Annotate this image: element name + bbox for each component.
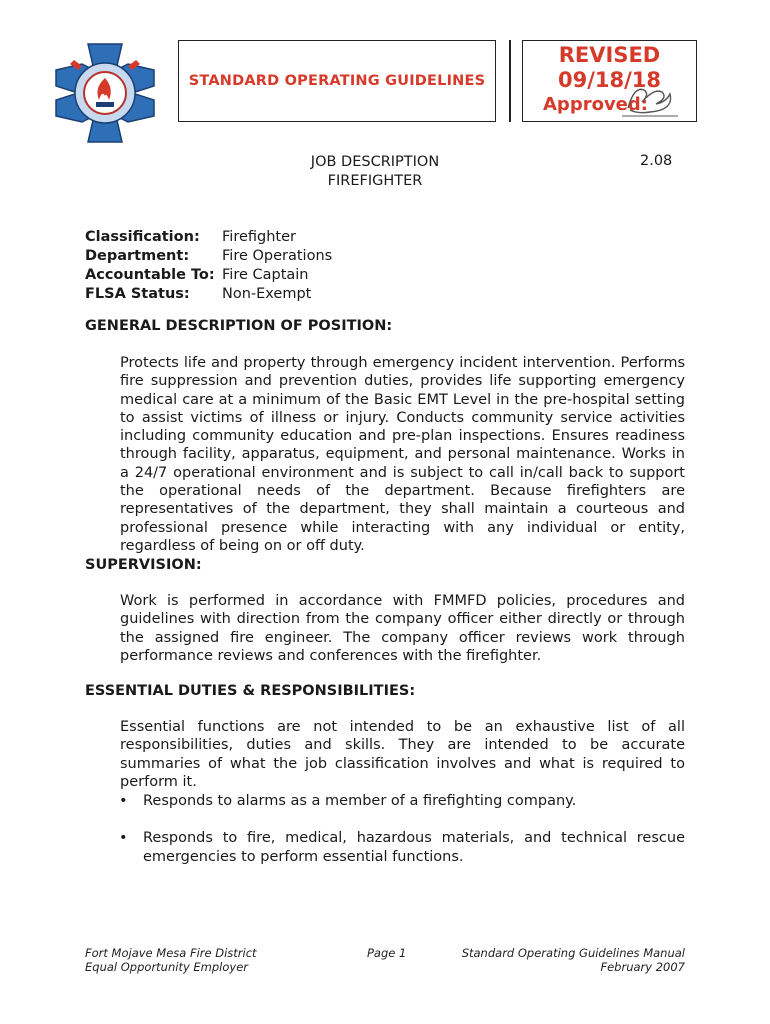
header-divider xyxy=(509,40,511,122)
essential-duties-heading: ESSENTIAL DUTIES & RESPONSIBILITIES: xyxy=(85,683,416,699)
essential-duties-intro: Essential functions are not intended to be an exhaustive list of all responsibilities, duties and skills. They are intended to be accurate summaries of what the job classification involves and what is required to perform it. xyxy=(120,719,685,790)
row-value: Fire Captain xyxy=(222,267,309,283)
document-title xyxy=(230,153,520,191)
title-line-1: JOB DESCRIPTION xyxy=(310,154,440,170)
footer-date: February 2007 xyxy=(600,960,685,974)
general-description-heading: GENERAL DESCRIPTION OF POSITION: xyxy=(85,318,393,334)
sog-header-box xyxy=(178,40,496,122)
general-description-text: Protects life and property through emergency incident intervention. Performs fire suppression and prevention duties, provides life supporting emergency medical care at a minimum of the Basic EMT Level in the pre-hospital setting to assist victims of illness or injury. Conducts community service activities including community education and pre-plan inspections. Ensures readiness through facility, apparatus, equipment, and personal maintenance. Works in a 24/7 operational environment and is subject to call in/call back to support the operational needs of the department. Because firefighters are representatives of the department, they shall maintain a courteous and professional presence while interacting with any individual or entity, regardless of being on or off duty. xyxy=(120,355,685,554)
fire-department-badge-icon xyxy=(52,40,158,146)
list-item-text: Responds to fire, medical, hazardous materials, and technical rescue emergencies to perform essential functions. xyxy=(143,830,685,865)
row-value: Firefighter xyxy=(222,229,296,245)
classification-row xyxy=(85,247,332,266)
footer-employer: Equal Opportunity Employer xyxy=(85,960,249,974)
classification-row xyxy=(85,266,332,285)
row-value: Non-Exempt xyxy=(222,286,312,302)
bullet-icon: • xyxy=(119,830,128,847)
classification-row xyxy=(85,228,332,247)
footer-left xyxy=(85,946,257,974)
footer-right xyxy=(440,946,685,974)
list-item xyxy=(115,792,685,810)
document-number: 2.08 xyxy=(640,153,673,169)
supervision-text: Work is performed in accordance with FMMFD policies, procedures and guidelines with direction from the company officer either directly or through the assigned fire engineer. The company officer reviews work through performance reviews and conferences with the firefighter. xyxy=(120,593,685,664)
sog-title: STANDARD OPERATING GUIDELINES xyxy=(188,73,486,89)
supervision-heading: SUPERVISION: xyxy=(85,557,202,573)
list-item-text: Responds to alarms as a member of a firefighting company. xyxy=(143,793,577,809)
list-item xyxy=(115,829,685,866)
footer-district: Fort Mojave Mesa Fire District xyxy=(85,946,257,960)
classification-row xyxy=(85,285,332,304)
footer-manual: Standard Operating Guidelines Manual xyxy=(461,946,685,960)
row-label: Accountable To: xyxy=(85,267,215,283)
duties-list xyxy=(115,792,685,866)
row-label: Classification: xyxy=(85,229,200,245)
row-label: FLSA Status: xyxy=(85,286,190,302)
row-label: Department: xyxy=(85,248,190,264)
approved-label: Approved: xyxy=(543,94,648,115)
revised-date: 09/18/18 xyxy=(557,68,661,92)
approval-signature-icon xyxy=(620,80,680,120)
title-line-2: FIREFIGHTER xyxy=(327,173,423,189)
revised-label: REVISED xyxy=(558,43,661,67)
row-value: Fire Operations xyxy=(222,248,333,264)
classification-table xyxy=(85,228,332,304)
footer-page-number: Page 1 xyxy=(367,946,407,960)
bullet-icon: • xyxy=(119,793,128,809)
